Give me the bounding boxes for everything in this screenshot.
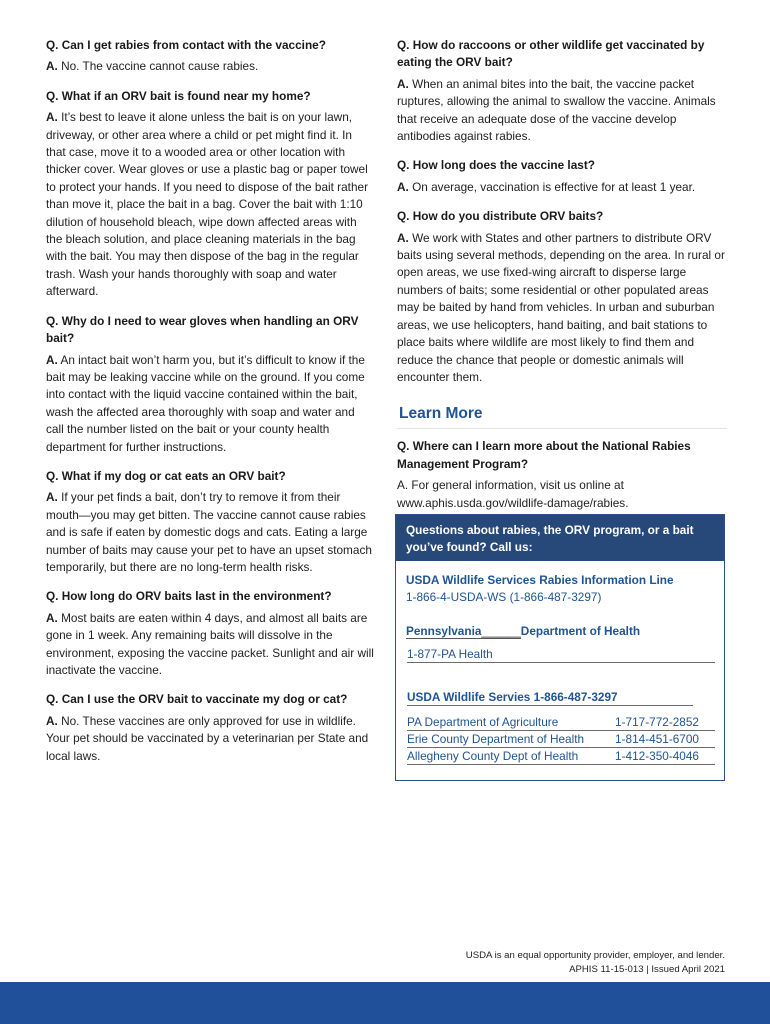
faq-answer: A. We work with States and other partners to distribute ORV baits using several methods, depending on the area. In rural or open areas, we use fixed-wing aircraft to disperse large numbers of baits; some residential or other populated areas may be baited by hand from vehicles. In urban and suburban areas, we use helicopters, hand baiting, and bait stations to place baits where wildlife are most likely to find them and reduce the chance that people or domestic animals will encounter them.: [397, 230, 725, 384]
state-phone-row: [407, 646, 715, 663]
faq-question: Q. What if my dog or cat eats an ORV bait?: [46, 468, 286, 483]
faq-question: Q. What if an ORV bait is found near my home?: [46, 88, 311, 103]
right-faq-column: [397, 37, 727, 524]
state-phone: 1-877-PA Health: [407, 647, 493, 661]
learn-more-heading: Learn More: [397, 404, 727, 429]
faq-question: Q. Where can I learn more about the National Rabies Management Program?: [397, 439, 691, 471]
faq-question: Q. How do you distribute ORV baits?: [397, 209, 604, 224]
faq-item: [397, 208, 727, 386]
contact-phone: 1-412-350-4046: [615, 749, 699, 763]
contact-name: PA Department of Agriculture: [407, 715, 559, 729]
faq-answer: A. On average, vaccination is effective for at least 1 year.: [397, 179, 696, 194]
bottom-color-bar: [0, 982, 770, 1024]
contact-callout-box: [395, 514, 725, 781]
faq-item: [397, 438, 727, 512]
faq-question: Q. Why do I need to wear gloves when handling an ORV bait?: [46, 313, 359, 346]
left-faq-column: [46, 37, 374, 777]
ws-line-row: [407, 689, 693, 706]
faq-answer: A. An intact bait won’t harm you, but it’s difficult to know if the bait may be leaking vaccine while on the ground. If you come into contact with the liquid vaccine contained within the bait, wash the affected area thoroughly with soap and water and call the number listed on the bait or your county health department for further instructions.: [46, 352, 365, 454]
faq-question: Q. How long do ORV baits last in the environment?: [46, 589, 332, 604]
faq-item: [397, 37, 727, 145]
contact-row: [407, 714, 715, 731]
faq-item: [46, 313, 374, 456]
contact-name: Allegheny County Dept of Health: [407, 749, 579, 763]
faq-item: [46, 691, 374, 765]
equal-opportunity-line: USDA is an equal opportunity provider, employer, and lender.: [465, 950, 725, 961]
faq-answer: A. For general information, visit us online at www.aphis.usda.gov/wildlife-damage/rabies.: [397, 478, 629, 510]
faq-answer: A. If your pet finds a bait, don’t try to remove it from their mouth—you may get bitten. The vaccine cannot cause rabies and is safe if eaten by domestic dogs and cats. Eating a large number of baits may cause your pet to have an upset stomach temporarily, but there are no long-term health risks.: [46, 490, 372, 574]
footer-notice: [466, 949, 725, 977]
contact-row: [407, 748, 715, 765]
faq-answer: A. Most baits are eaten within 4 days, and almost all baits are gone in 1 week. Any remaining baits will dissolve in the environment, exposing the vaccine packet. Sunlight and air will inactivate the vaccine.: [46, 610, 374, 677]
faq-question: Q. Can I get rabies from contact with the vaccine?: [46, 38, 326, 52]
contact-name: Erie County Department of Health: [407, 732, 585, 746]
state-name: Pennsylvania: [406, 624, 482, 638]
faq-item: [46, 468, 374, 576]
info-line-title: USDA Wildlife Services Rabies Information Line: [406, 573, 674, 587]
ws-line: USDA Wildlife Servies 1-866-487-3297: [407, 690, 618, 704]
faq-item: [46, 37, 374, 76]
faq-item: [46, 588, 374, 679]
faq-item: [397, 157, 727, 196]
state-fill: ______: [481, 624, 521, 638]
state-agency: Department of Health: [520, 624, 641, 638]
faq-question: Q. How long does the vaccine last?: [397, 158, 595, 173]
info-line-phone: 1-866-4-USDA-WS (1-866-487-3297): [406, 590, 602, 604]
contact-row: [407, 731, 715, 748]
contact-phone: 1-814-451-6700: [615, 732, 699, 746]
contact-phone: 1-717-772-2852: [615, 715, 699, 729]
faq-answer: A. No. These vaccines are only approved for use in wildlife. Your pet should be vaccinated by a veterinarian per State and local laws.: [46, 713, 369, 763]
faq-question: Q. Can I use the ORV bait to vaccinate my dog or cat?: [46, 692, 348, 707]
state-health-line: [406, 623, 640, 640]
faq-answer: A. When an animal bites into the bait, the vaccine packet ruptures, allowing the animal to swallow the vaccine. Animals that receive an adequate dose of the vaccine develop antibodies against rabies.: [397, 76, 716, 144]
callout-header: Questions about rabies, the ORV program, or a bait you’ve found? Call us:: [396, 515, 724, 561]
faq-question: Q. How do raccoons or other wildlife get vaccinated by eating the ORV bait?: [397, 38, 705, 70]
publication-id-line: APHIS 11-15-013 | Issued April 2021: [569, 964, 725, 975]
faq-item: [46, 88, 374, 301]
faq-answer: A. It’s best to leave it alone unless the bait is on your lawn, driveway, or other area where a child or pet might find it. In that case, move it to a wooded area or other location with thicker cover. Wear gloves or use a plastic bag or paper towel to protect your hands. If you need to dispose of the bait rather than move it, place the bait in a bag. Cover the bait with 1:10 dilution of household bleach, wipe down affected areas with the bleach solution, and place cleaning materials in the bag with the bait. You may then dispose of the bag in the regular trash. Wash your hands thoroughly with soap and water afterward.: [46, 110, 368, 299]
faq-answer: A. No. The vaccine cannot cause rabies.: [46, 59, 259, 74]
